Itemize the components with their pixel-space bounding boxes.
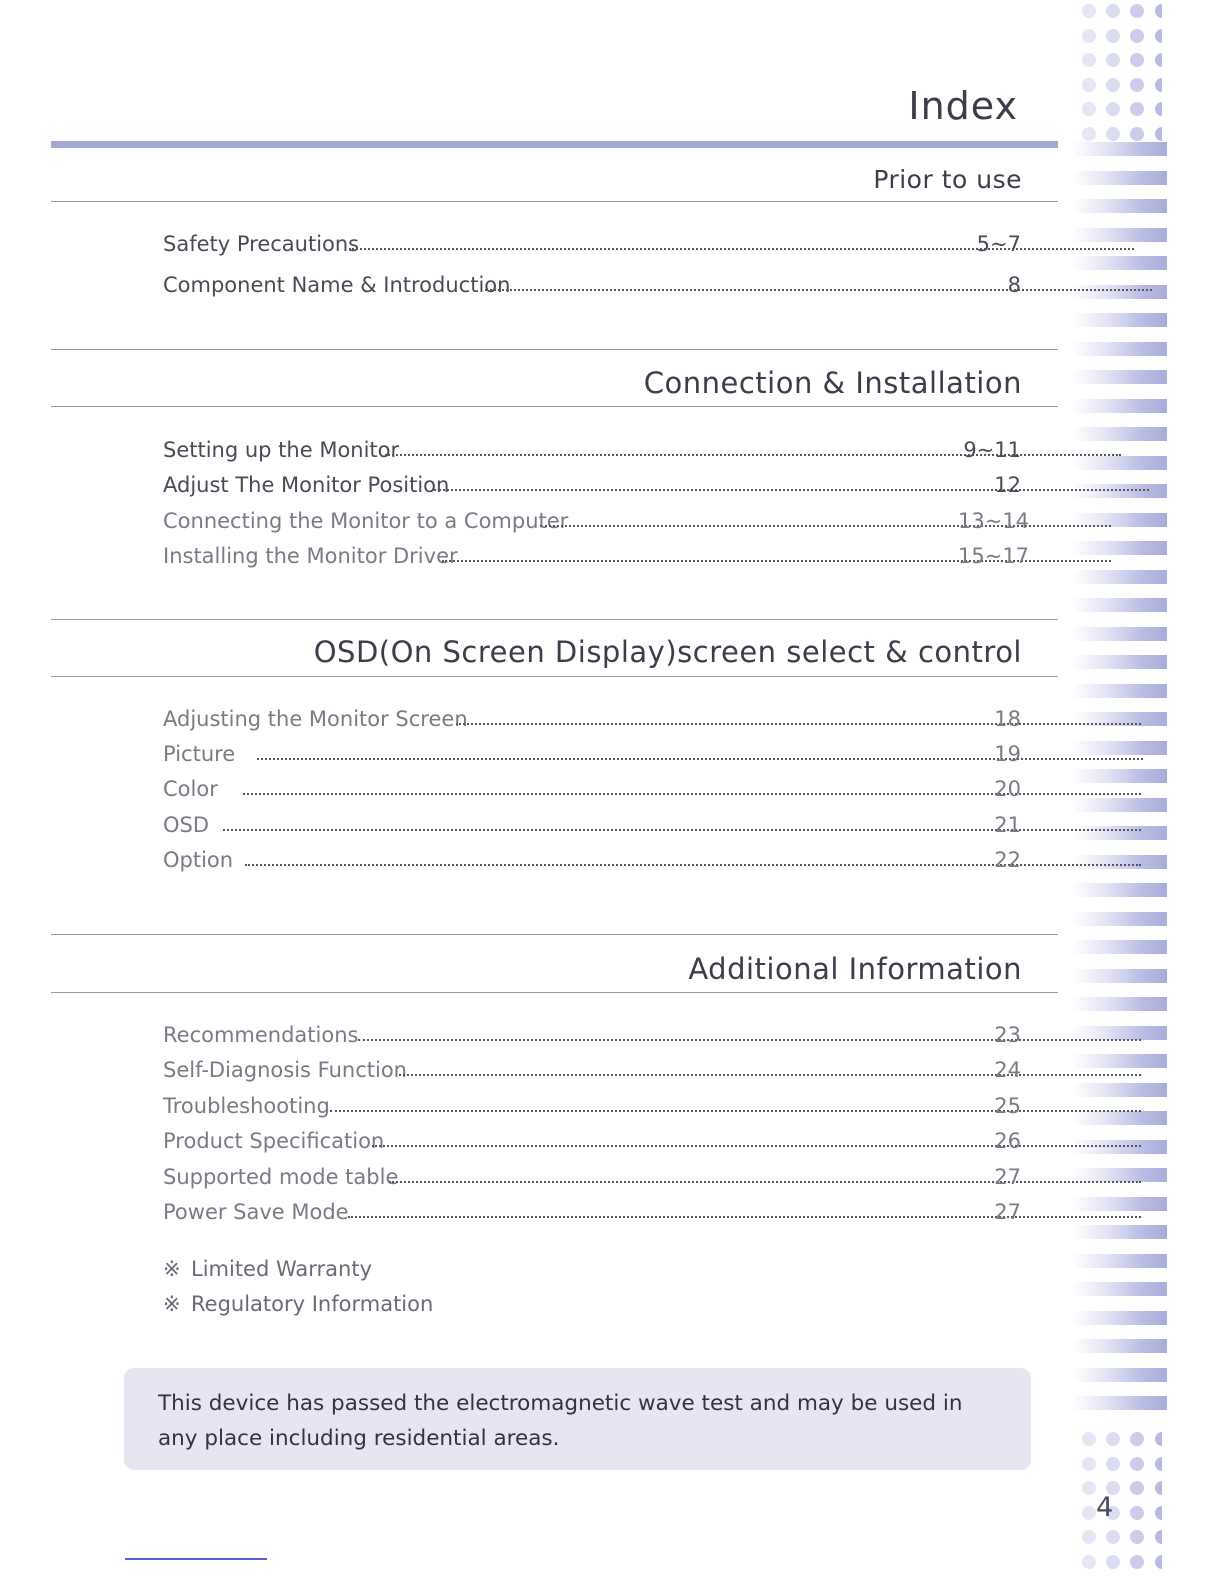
- decor-half-dot: [1155, 1530, 1162, 1544]
- toc-entry-label: Self-Diagnosis Function: [163, 1058, 407, 1082]
- dot-row: [1082, 1526, 1172, 1551]
- toc-entry-label: Product Specification: [163, 1129, 385, 1153]
- decor-dot: [1082, 1457, 1096, 1471]
- decor-stripe: [1072, 855, 1167, 869]
- footer-line: [125, 1558, 267, 1560]
- decor-stripe: [1072, 1396, 1167, 1410]
- dot-leader: [456, 723, 1141, 725]
- decor-half-dot: [1155, 1432, 1162, 1446]
- stripe-pattern: [1072, 142, 1167, 1424]
- decor-half-dot: [1155, 102, 1162, 116]
- toc-entry-label: OSD: [163, 813, 210, 837]
- page-title: Index: [908, 84, 1018, 128]
- reference-mark-icon: ※: [163, 1292, 181, 1316]
- decor-stripe: [1072, 598, 1167, 612]
- toc-entry-page: 20: [994, 777, 1021, 801]
- decorative-side-band: [1072, 0, 1172, 1584]
- decor-stripe: [1072, 655, 1167, 669]
- dot-row: [1082, 74, 1172, 99]
- toc-entry-page: 26: [994, 1129, 1021, 1153]
- decor-stripe: [1072, 456, 1167, 470]
- dot-row: [1082, 1551, 1172, 1576]
- decor-half-dot: [1155, 78, 1162, 92]
- decor-half-dot: [1155, 127, 1162, 141]
- decor-stripe: [1072, 969, 1167, 983]
- decor-stripe: [1072, 1083, 1167, 1097]
- toc-entry-label: Safety Precautions: [163, 232, 360, 256]
- decor-dot: [1082, 1481, 1096, 1495]
- decor-stripe: [1072, 1311, 1167, 1325]
- section-divider: [51, 934, 1058, 935]
- toc-entry-page: 25: [994, 1094, 1021, 1118]
- toc-entry-label: Connecting the Monitor to a Computer: [163, 509, 569, 533]
- dot-row: [1082, 98, 1172, 123]
- decor-dot: [1106, 4, 1120, 18]
- decor-half-dot: [1155, 1506, 1162, 1520]
- decor-dot: [1082, 127, 1096, 141]
- decor-stripe: [1072, 883, 1167, 897]
- reference-mark-icon: ※: [163, 1257, 181, 1281]
- note-text: Limited Warranty: [191, 1257, 373, 1281]
- page-number: 4: [1096, 1492, 1114, 1523]
- decor-dot: [1130, 1481, 1144, 1495]
- toc-entry-label: Adjust The Monitor Position: [163, 473, 450, 497]
- decor-stripe: [1072, 798, 1167, 812]
- toc-entry-label: Supported mode table: [163, 1165, 399, 1189]
- toc-entry-label: Adjusting the Monitor Screen: [163, 707, 468, 731]
- section-divider: [51, 676, 1058, 677]
- decor-stripe: [1072, 399, 1167, 413]
- toc-entry-page: 24: [994, 1058, 1021, 1082]
- decor-stripe: [1072, 171, 1167, 185]
- dot-row: [1082, 1428, 1172, 1453]
- decor-dot: [1106, 1530, 1120, 1544]
- decor-stripe: [1072, 1168, 1167, 1182]
- toc-entry-label: Setting up the Monitor: [163, 438, 400, 462]
- section-title-connection-installation: Connection & Installation: [643, 366, 1022, 400]
- toc-entry-page: 21: [994, 813, 1021, 837]
- decor-stripe: [1072, 1225, 1167, 1239]
- decor-dot: [1082, 1506, 1096, 1520]
- section-divider: [51, 349, 1058, 350]
- decor-dot: [1106, 29, 1120, 43]
- toc-entry-page: 8: [1007, 273, 1021, 297]
- decor-dot: [1130, 29, 1144, 43]
- decor-stripe: [1072, 1054, 1167, 1068]
- note-text: Regulatory Information: [191, 1292, 434, 1316]
- dot-leader: [358, 1039, 1141, 1041]
- decor-stripe: [1072, 1368, 1167, 1382]
- decor-dot: [1082, 102, 1096, 116]
- note-regulatory-information[interactable]: [163, 1292, 433, 1316]
- decor-stripe: [1072, 997, 1167, 1011]
- decor-dot: [1082, 53, 1096, 67]
- decor-stripe: [1072, 256, 1167, 270]
- toc-entry-page: 15~17: [958, 544, 1030, 568]
- dot-row: [1082, 49, 1172, 74]
- toc-entry-label: Component Name & Introduction: [163, 273, 511, 297]
- section-title-prior-to-use: Prior to use: [873, 165, 1022, 194]
- decor-stripe: [1072, 285, 1167, 299]
- toc-entry-page: 23: [994, 1023, 1021, 1047]
- decor-dot: [1130, 127, 1144, 141]
- decor-dot: [1106, 102, 1120, 116]
- decor-dot: [1082, 1530, 1096, 1544]
- section-title-osd: OSD(On Screen Display)screen select & control: [313, 635, 1022, 669]
- section-divider: [51, 992, 1058, 993]
- decor-stripe: [1072, 199, 1167, 213]
- decor-dot: [1082, 29, 1096, 43]
- decor-stripe: [1072, 1026, 1167, 1040]
- dot-leader: [399, 1074, 1141, 1076]
- toc-entry-label: Color: [163, 777, 218, 801]
- toc-entry-label: Recommendations: [163, 1023, 359, 1047]
- decor-half-dot: [1155, 4, 1162, 18]
- dot-row: [1082, 25, 1172, 50]
- decor-dot: [1106, 1555, 1120, 1569]
- decor-dot: [1130, 53, 1144, 67]
- decor-dot: [1130, 1506, 1144, 1520]
- decor-dot: [1082, 78, 1096, 92]
- toc-entry-page: 27: [994, 1165, 1021, 1189]
- section-divider: [51, 406, 1058, 407]
- decor-stripe: [1072, 484, 1167, 498]
- decor-dot: [1082, 4, 1096, 18]
- toc-entry-label: Troubleshooting: [163, 1094, 330, 1118]
- toc-entry-label: Installing the Monitor Driver: [163, 544, 458, 568]
- decor-dot: [1106, 78, 1120, 92]
- toc-entry-page: 13~14: [958, 509, 1030, 533]
- decor-stripe: [1072, 342, 1167, 356]
- dot-leader: [485, 289, 1152, 291]
- dot-row: [1082, 0, 1172, 25]
- toc-entry-label: Picture: [163, 742, 236, 766]
- toc-entry-page: 5~7: [976, 232, 1021, 256]
- decor-stripe: [1072, 1111, 1167, 1125]
- decor-stripe: [1072, 370, 1167, 384]
- decor-half-dot: [1155, 53, 1162, 67]
- toc-entry-label: Option: [163, 848, 234, 872]
- decor-stripe: [1072, 912, 1167, 926]
- toc-entry-label: Power Save Mode: [163, 1200, 349, 1224]
- decor-dot: [1106, 1432, 1120, 1446]
- decor-stripe: [1072, 741, 1167, 755]
- dot-row: [1082, 1453, 1172, 1478]
- decor-stripe: [1072, 940, 1167, 954]
- decor-dot: [1130, 4, 1144, 18]
- section-title-additional-information: Additional Information: [688, 952, 1022, 986]
- decor-dot: [1082, 1432, 1096, 1446]
- decor-stripe: [1072, 1254, 1167, 1268]
- section-divider: [51, 619, 1058, 620]
- notice-text: This device has passed the electromagnetic wave test and may be used in any place including residential areas.: [158, 1391, 963, 1451]
- section-divider: [51, 201, 1058, 202]
- decor-stripe: [1072, 541, 1167, 555]
- decor-dot: [1130, 1555, 1144, 1569]
- decor-stripe: [1072, 1197, 1167, 1211]
- dot-leader: [434, 489, 1149, 491]
- decor-dot: [1082, 1555, 1096, 1569]
- toc-entry-page: 12: [994, 473, 1021, 497]
- decor-half-dot: [1155, 1457, 1162, 1471]
- decor-stripe: [1072, 142, 1167, 156]
- toc-entry-page: 18: [994, 707, 1021, 731]
- decor-stripe: [1072, 1339, 1167, 1353]
- decor-stripe: [1072, 1282, 1167, 1296]
- decor-dot: [1130, 78, 1144, 92]
- dot-pattern-top: [1082, 0, 1172, 147]
- dot-leader: [348, 1216, 1141, 1218]
- note-limited-warranty[interactable]: [163, 1257, 372, 1281]
- toc-entry-page: 27: [994, 1200, 1021, 1224]
- decor-stripe: [1072, 570, 1167, 584]
- title-underline: [51, 141, 1058, 148]
- decor-dot: [1106, 53, 1120, 67]
- dot-leader: [389, 1181, 1141, 1183]
- dot-leader: [372, 1145, 1141, 1147]
- decor-stripe: [1072, 427, 1167, 441]
- decor-stripe: [1072, 228, 1167, 242]
- decor-dot: [1106, 127, 1120, 141]
- toc-entry-page: 19: [994, 742, 1021, 766]
- decor-dot: [1106, 1457, 1120, 1471]
- toc-entry-page: 9~11: [963, 438, 1021, 462]
- decor-half-dot: [1155, 1481, 1162, 1495]
- decor-stripe: [1072, 313, 1167, 327]
- decor-half-dot: [1155, 29, 1162, 43]
- decor-stripe: [1072, 769, 1167, 783]
- notice-box: [124, 1368, 1031, 1470]
- decor-stripe: [1072, 684, 1167, 698]
- decor-dot: [1130, 102, 1144, 116]
- decor-dot: [1130, 1530, 1144, 1544]
- decor-stripe: [1072, 627, 1167, 641]
- decor-dot: [1130, 1457, 1144, 1471]
- decor-dot: [1130, 1432, 1144, 1446]
- toc-entry-page: 22: [994, 848, 1021, 872]
- decor-half-dot: [1155, 1555, 1162, 1569]
